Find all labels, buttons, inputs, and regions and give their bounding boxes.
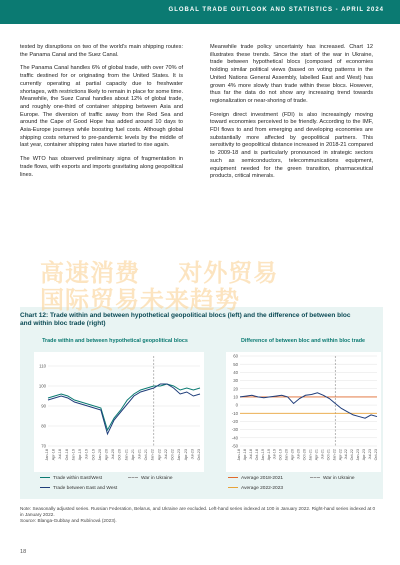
left-column [20,44,183,185]
x-tick-label: Oct-21 [326,449,331,461]
x-tick-label: Jan-22 [332,449,337,461]
legend-item [128,476,173,481]
x-tick-label: Jan-19 [71,449,76,461]
left-chart-svg [34,352,204,472]
legend-label: Average 2018-2021 [241,476,284,481]
legend-label: Trade within East/West [53,476,103,481]
page-number: 18 [20,549,27,555]
x-tick-label: Jan-18 [237,449,241,461]
x-tick-label: Jan-23 [177,449,182,461]
legend-item [40,486,117,491]
paragraph: The WTO has observed preliminary signs of fragmentation in trade flows, with exports and imports gravitating along geopolitical lines. [20,156,183,178]
watermark: 高速消费 对外贸易 国际贸易未来趋势 [40,260,279,314]
y-tick-label: 80 [41,423,46,429]
x-tick-label: Jan-19 [260,449,265,461]
y-tick-label: 90 [41,403,46,409]
x-tick-label: Jul-18 [248,449,253,460]
x-tick-label: Jul-18 [58,449,63,460]
x-tick-label: Jul-22 [344,449,349,460]
y-tick-label: -20 [231,419,238,425]
legend-label: Trade between East and West [53,486,118,491]
left-chart [34,352,204,472]
y-tick-label: 0 [235,402,238,408]
x-tick-label: Jul-23 [368,449,373,460]
y-tick-label: 110 [39,363,46,369]
x-tick-label: Jul-23 [190,449,195,460]
y-tick-label: 30 [233,378,238,384]
x-tick-label: Jan-21 [308,449,313,461]
x-tick-label: Jul-21 [320,449,325,460]
y-tick-label: -10 [231,410,238,416]
note-text: Note: Seasonally adjusted series. Russian Federation, Belarus, and Ukraine are excluded. Left-hand series indexed at 100 in January 2022. Right-hand series indexed at 0 in January 2022. [20,506,376,518]
x-tick-label: Oct-21 [144,449,149,461]
x-tick-label: Apr-22 [157,449,162,461]
y-tick-label: 60 [233,353,238,359]
x-tick-label: Oct-22 [350,449,355,461]
x-tick-label: Jul-20 [111,449,116,460]
series-line [48,384,200,434]
y-tick-label: 50 [233,361,238,367]
y-tick-label: 100 [38,383,46,389]
x-tick-label: Oct-19 [278,449,283,461]
y-tick-label: 20 [233,386,238,392]
x-tick-label: Apr-22 [338,449,343,461]
x-tick-label: Oct-23 [197,449,201,461]
right-chart [226,352,381,472]
y-tick-label: -30 [231,427,238,433]
paragraph: The Panama Canal handles 6% of global trade, with over 70% of traffic destined for or originating from the United States. It is currently operating at partial capacity due to freshwater shortages, with restrictions likely to remain in place for some time. Meanwhile, the Suez Canal handles about 12% of global trade, and roughly one-third of container shipping between Asia and Europe. The diversion of traffic away from the Red Sea and around the Cape of Good Hope has added around 10 days to Asia-Europe journeys while boosting fuel costs. Although global shipping costs returned to pre-pandemic levels by the middle of last year, container shipping rates have started to rise again. [20,65,183,149]
x-tick-label: Jul-19 [84,449,89,460]
y-tick-label: -50 [231,443,238,449]
x-tick-label: Oct-22 [170,449,175,461]
right-chart-svg [226,352,381,472]
x-tick-label: Jan-23 [356,449,361,461]
x-tick-label: Oct-19 [91,449,96,461]
header-title: GLOBAL TRADE OUTLOOK AND STATISTICS - APRIL 2024 [168,7,384,13]
x-tick-label: Apr-19 [266,449,271,461]
x-tick-label: Jan-20 [284,449,289,461]
x-tick-label: Apr-20 [290,449,295,461]
x-tick-label: Jan-20 [97,449,102,461]
legend-swatch-war [310,477,320,478]
x-tick-label: Jul-19 [272,449,277,460]
x-tick-label: Apr-23 [362,449,367,461]
paragraph: Meanwhile trade policy uncertainty has increased. Chart 12 illustrates these trends. Since the start of the war in Ukraine, trade between hypothetical blocs (composed of economies holding similar political views (based on voting patterns in the United Nations General Assembly, labelled East and West) has grown 4% more slowly than trade within these blocs. However, thus far the data do not show any increasing trend towards regionalization or near-shoring of trade. [210,44,373,104]
x-tick-label: Jan-22 [150,449,155,461]
x-tick-label: Apr-21 [314,449,319,461]
x-tick-label: Jul-22 [163,449,168,460]
legend-swatch-war [128,477,138,478]
legend-swatch-within [40,477,50,478]
legend-label: Average 2022-2023 [241,486,284,491]
legend-label: War in Ukraine [323,476,355,481]
legend-label: War in Ukraine [141,476,173,481]
left-chart-heading: Trade within and between hypothetical geopolitical blocs [42,338,188,344]
x-tick-label: Jan-21 [124,449,129,461]
y-tick-label: 40 [233,369,238,375]
source-text: Source: Blanga-Gubbay and Rubínová (2023). [20,518,117,524]
x-tick-label: Oct-20 [117,449,122,461]
legend-item [228,476,283,481]
legend-item [310,476,355,481]
x-tick-label: Oct-18 [254,449,259,461]
x-tick-label: Oct-23 [374,449,378,461]
y-tick-label: 10 [233,394,238,400]
x-tick-label: Jul-21 [137,449,142,460]
right-chart-heading: Difference of between bloc and within bloc trade [240,338,365,344]
chart-title: Chart 12: Trade within and between hypothetical geopolitical blocs (left) and the difference of between bloc and within bloc trade (right) [20,312,351,327]
x-tick-label: Apr-18 [51,449,56,461]
x-tick-label: Apr-19 [78,449,83,461]
x-tick-label: Apr-20 [104,449,109,461]
paragraph: Foreign direct investment (FDI) is also increasingly moving toward economies perceived to be friendly. According to the IMF, FDI flows to and from emerging and developing economies are substantially more affected by geopolitical partners. This sensitivity to geopolitical distance increased in 2018-21 compared to 2009-18 and is particularly pronounced in strategic sectors such as semiconductors, telecommunications equipment, equipment needed for the green transition, pharmaceutical products, critical minerals. [210,111,373,180]
x-tick-label: Apr-23 [183,449,188,461]
x-tick-label: Jul-20 [296,449,301,460]
chart-note [20,506,380,525]
x-tick-label: Apr-21 [130,449,135,461]
y-tick-label: -40 [231,435,238,441]
legend-swatch-avg2 [228,487,238,488]
paragraph: tested by disruptions on two of the world's main shipping routes: the Panama Canal and the Suez Canal. [20,44,183,58]
right-column [210,44,373,187]
legend-item [40,476,102,481]
legend-swatch-between [40,487,50,488]
legend-item [228,486,283,491]
y-tick-label: 70 [41,443,46,449]
legend-swatch-avg1 [228,477,238,478]
x-tick-label: Jan-18 [45,449,49,461]
x-tick-label: Apr-18 [242,449,247,461]
x-tick-label: Oct-20 [302,449,307,461]
x-tick-label: Oct-18 [64,449,69,461]
